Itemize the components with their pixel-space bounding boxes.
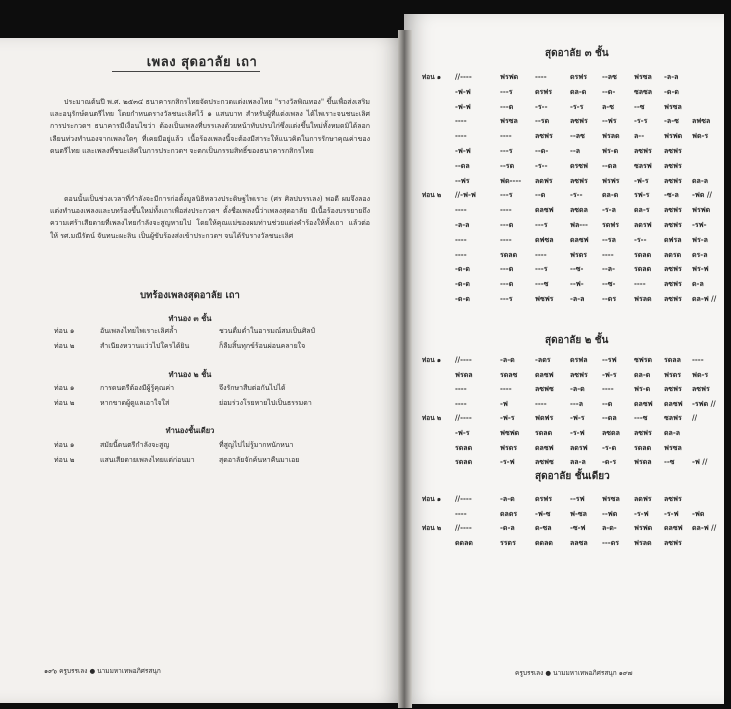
notation-cell: ลซฟซ (535, 457, 554, 467)
notation-cell: ---- (455, 508, 467, 518)
notation-cell: -ร-ฟ (634, 508, 649, 518)
notation-cell: ลซฟร (664, 264, 682, 274)
notation-cell: ดล-ล (692, 175, 709, 185)
notation-cell: รรดร (500, 537, 516, 547)
verse-second-half: จึงรักษาสืบต่อกันไปได้ (219, 384, 286, 392)
page-footer-left: ๑๙๖ ครูบรรเลง ● นามมหาเทพอภิศรสนุก (44, 667, 161, 675)
notation-cell: ลซฟร (570, 369, 588, 379)
notation-cell: ดลซฟ (664, 398, 683, 408)
notation-cell: ลดรฟ (570, 442, 588, 452)
section-label: ท่อน ๑ (422, 356, 442, 364)
verse-label: ท่อน ๑ (54, 384, 75, 392)
notation-cell: ---- (634, 279, 646, 289)
verse-line (54, 383, 384, 395)
notation-row (422, 116, 722, 129)
notation-row (422, 523, 722, 536)
notation-cell: -ร-- (570, 190, 583, 200)
notation-cell: ซฟรด (634, 355, 653, 364)
verse-label: ท่อน ๒ (54, 342, 75, 350)
notation-cell: -ร-ร (570, 101, 584, 111)
notation-cell: ฟรดร (664, 369, 682, 379)
notation-row (422, 428, 722, 441)
notation-row (422, 235, 722, 248)
notation-cell: ดลซฟ (664, 523, 683, 533)
notation-cell: ฟรฟด (664, 131, 683, 141)
notation-cell: ---- (500, 384, 512, 394)
notation-cell: -ฟ-ร (634, 175, 649, 185)
notation-cell: ---ด (500, 101, 514, 111)
notation-cell: ---- (602, 249, 614, 259)
notation-cell: ดฟรล (664, 234, 682, 244)
notation-cell: ดล-ด (634, 369, 651, 379)
notation-cell: ซลซล (634, 86, 653, 96)
notation-cell: ลฟซล (692, 116, 711, 126)
notation-cell: ดล-ร (634, 205, 650, 215)
notation-cell: --รฟ (602, 355, 617, 364)
notation-cell: ---ร (500, 86, 513, 96)
notation-cell: -ฟด (692, 508, 705, 518)
notation-cell: ---- (692, 355, 704, 364)
notation-cell: รดลด (634, 264, 652, 274)
notation-row (422, 220, 722, 233)
notation-cell: -ด-ร (602, 457, 617, 467)
notation-cell: ---- (455, 131, 467, 141)
notation-cell: //---- (455, 523, 472, 533)
notation-cell: ---ด (500, 264, 514, 274)
notation-cell: -ร-ล (602, 205, 616, 215)
notation-row (422, 146, 722, 159)
notation-cell: รดลด (634, 442, 652, 452)
notation-cell: -ล-ซ (664, 116, 679, 126)
notation-cell: ดล-ฟ // (692, 523, 717, 533)
verse-label: ท่อน ๑ (54, 441, 75, 449)
notation-cell: ---- (455, 249, 467, 259)
notation-cell: ดรซฟ (570, 160, 589, 170)
notation-cell: --รด (500, 160, 515, 170)
notation-cell: ฟซฟร (535, 294, 554, 303)
verse-first-half: หากขาดผู้ดูแลเอาใจใส่ (100, 399, 170, 407)
notation-cell: รดลล (664, 355, 681, 364)
notation-cell: ลซฟร (570, 175, 588, 185)
notation-cell: -รฟด // (692, 398, 716, 408)
notation-row (422, 250, 722, 263)
notation-cell: --รล (602, 234, 616, 244)
notation-cell: --ล (570, 146, 581, 155)
notation-cell: --ซ (634, 101, 645, 111)
notation-cell: -ด-ด (455, 264, 470, 274)
notation-cell: ดร-ล (692, 249, 708, 259)
section-title: ทำนองชั้นเดียว (165, 426, 215, 435)
notation-cell: ---- (535, 398, 547, 408)
verse-second-half: ย่อมร่วงโรยหายไปเป็นธรรมดา (219, 399, 312, 407)
notation-cell: -ร-- (535, 101, 548, 111)
notation-cell: ฟรซล (634, 72, 652, 81)
notation-cell: ---- (455, 234, 467, 244)
notation-cell: ฟรลด (634, 537, 652, 547)
notation-row (422, 264, 722, 277)
notation-cell: ---ด (500, 220, 514, 229)
verse-first-half: การดนตรีต้องมีผู้รู้คุณค่า (100, 384, 174, 392)
notation-row (422, 413, 722, 426)
notation-cell: ฟดฟร (535, 413, 554, 423)
notation-cell: -ล-ล (455, 220, 470, 229)
notation-cell: //---- (455, 494, 472, 503)
notation-cell: ลซฟร (664, 205, 682, 215)
paragraph-2: ตอนนั้นเป็นช่วงเวลาที่กำลังจะมีการก่อตั้งมูลนิธิหลวงประดิษฐไพเราะ (ศร ศิลปบรรเลง) พอดี ผมจึงลองแต่งทำนองเพลงและบทร้องขึ้นใหม่ทั้งเถาเพื่อส่งประกวดฯ ตั้งชื่อเพลงนี้ว่าเพลงสุดอาลัย มีเนื้อร้องบรรยายถึงความเศร้าเสียดายที่เพลงไทยกำลังจะสูญหายไป โดยให้คุณแม่ของผมท่านช่วยแต่งคำร้องให้ทั้งเถา แล้วต่อให้ รศ.มณีรัตน์ จันทนะผะลิน เป็นผู้ขับร้องส่งเข้าประกวดฯ จนได้รับรางวัลชนะเลิศ (50, 195, 370, 240)
notation-cell: -ซ-ล (664, 190, 679, 200)
section-label: ท่อน ๒ (422, 414, 442, 423)
notation-cell: รดลด (455, 442, 473, 452)
notation-cell: ดลซฟ (535, 442, 554, 452)
verse-line (54, 341, 384, 353)
notation-cell: ---ร (535, 220, 548, 229)
notation-cell: ลซฟร (570, 116, 588, 126)
notation-cell: ---ร (500, 294, 513, 303)
notation-cell: ดรฟล (570, 355, 588, 364)
notation-cell: ฟรดล (455, 369, 473, 379)
notation-cell: ลซฟร (664, 494, 682, 503)
notation-cell: ดล-ด (602, 190, 619, 200)
section-label: ท่อน ๑ (422, 73, 442, 81)
notation-cell: --ซ (664, 457, 675, 467)
notation-cell: ---ล (570, 398, 584, 408)
notation-cell: ---ร (535, 264, 548, 274)
notation-cell: ดลซฟ (535, 205, 554, 215)
notation-cell: ดดลด (455, 537, 473, 547)
notation-row (422, 494, 722, 507)
notation-cell: ดล-ฟ // (692, 294, 717, 303)
notation-cell: รดลด (500, 249, 518, 259)
notation-cell: ดดลด (535, 537, 553, 547)
notation-cell: -ฟ // (692, 457, 708, 467)
notation-row (422, 190, 722, 203)
notation-cell: --ลซ (602, 72, 617, 81)
notation-cell: ฟร-ด (602, 146, 619, 155)
notation-cell: ฟรซล (500, 116, 518, 126)
notation-cell: --ดล (602, 413, 617, 423)
notation-cell: ฟร-ฟ (692, 264, 709, 274)
notation-cell: -ฟ-ฟ (455, 101, 471, 111)
notation-cell: ดลซฟ (570, 234, 589, 244)
notation-cell: -ล-ด (500, 494, 515, 503)
notation-cell: ฟรฟด (500, 72, 519, 81)
notation-row (422, 176, 722, 189)
notation-cell: ลดรด (664, 249, 682, 259)
notation-cell: ฟรลด (602, 131, 620, 141)
notation-cell: ---- (455, 205, 467, 215)
verse-second-half: ที่สูญไปไม่รู้มากหนักหนา (219, 441, 294, 449)
notation-cell: -ร-ฟ (570, 428, 585, 437)
notation-cell: -ล-ล (570, 294, 585, 303)
verse-first-half: อันเพลงไทยไพเราะเลิศล้ำ (100, 327, 178, 335)
section-label: ท่อน ๒ (422, 524, 442, 533)
verse-first-half: สมัยนี้ดนตรีกำลังจะสูญ (100, 441, 170, 449)
notation-cell: --รฟ (570, 494, 585, 503)
notation-cell: --ดล (602, 160, 617, 170)
notation-cell: ฟรซล (602, 494, 620, 503)
notation-cell: //---- (455, 413, 472, 423)
verse-line (54, 326, 384, 338)
notation-cell: -ลดร (535, 355, 551, 364)
notation-cell: // (692, 413, 698, 423)
notation-cell: ---ร (500, 190, 513, 200)
notation-cell: --ดร (602, 294, 617, 303)
section-label: ท่อน ๑ (422, 495, 442, 503)
notation-cell: ฟรซล (664, 442, 682, 452)
notation-cell: ลล-ล (570, 457, 586, 467)
notation-cell: --ฟด (602, 508, 618, 518)
notation-cell: --ฟ- (570, 279, 584, 289)
notation-cell: -ด-ด (455, 294, 470, 303)
notation-cell: ลซฟร (535, 131, 553, 141)
notation-cell: ลซฟซ (535, 384, 554, 394)
notation-cell: ฟรดล (634, 457, 652, 467)
notation-cell: ---- (535, 72, 547, 81)
notation-cell: ดลซฟ (535, 369, 554, 379)
notation-cell: ดล-ล (664, 428, 681, 437)
notation-cell: ซลรฟ (634, 160, 652, 170)
notation-cell: ล-ซ (602, 101, 614, 111)
notation-cell: ซลฟร (664, 413, 682, 423)
notation-cell: -ด-ด (455, 279, 470, 289)
notation-row (422, 102, 722, 115)
notation-cell: //---- (455, 72, 472, 81)
notation-cell: --ฟร (455, 175, 470, 185)
notation-cell: รดลซ (500, 369, 518, 379)
notation-row (422, 443, 722, 456)
notation-cell: ลดฟร (535, 175, 553, 185)
notation-cell: ฟร-ด (634, 384, 651, 394)
verse-first-half: แสนเสียดายเพลงไทยแต่ก่อนมา (100, 456, 195, 464)
notation-cell: ดล-ด (570, 86, 587, 96)
verse-second-half: สุดอาลัยจักค้นหาคืนมาเอย (219, 456, 300, 464)
notation-cell: ลซดล (570, 205, 588, 215)
notation-cell: ลซฟร (664, 146, 682, 155)
notation-cell: -ล-ด (570, 384, 585, 394)
notation-cell: ---- (500, 234, 512, 244)
notation-cell: //-ฟ-ฟ (455, 190, 476, 200)
notation-cell: ล-- (634, 131, 645, 141)
notation-cell: --ด (602, 398, 613, 408)
notation-cell: -ด-ล (500, 523, 515, 533)
notation-cell: ฟร-ล (692, 234, 708, 244)
notation-row (422, 87, 722, 100)
notation-cell: ---- (455, 384, 467, 394)
notation-cell: ฟรฟด (692, 205, 711, 215)
notation-cell: --ซ- (570, 264, 584, 274)
notation-cell: ดลดร (500, 508, 518, 518)
notation-cell: รดลด (455, 457, 473, 467)
notation-cell: ลซฟร (664, 220, 682, 229)
notation-cell: ---- (500, 131, 512, 141)
notation-cell: ---ซ (634, 413, 648, 423)
notation-cell: ดรฟร (535, 494, 553, 503)
notation-heading: สุดอาลัย ชั้นเดียว (535, 471, 610, 482)
notation-cell: --ล- (602, 264, 616, 274)
verse-label: ท่อน ๒ (54, 456, 75, 464)
verse-first-half: สำเนียงหวานแว่วไปใครได้ยิน (100, 342, 190, 350)
notation-cell: ลดรฟ (634, 220, 652, 229)
notation-row (422, 370, 722, 383)
notation-cell: ดลซฟ (634, 398, 653, 408)
notation-cell: ฟรดร (500, 442, 518, 452)
notation-row (422, 399, 722, 412)
notation-cell: -ฟ (500, 398, 508, 408)
notation-cell: --ด- (602, 86, 616, 96)
notation-cell: --ลซ (570, 131, 585, 141)
notation-cell: ฟรฟด (634, 523, 653, 533)
notation-cell: -ฟด // (692, 190, 712, 200)
notation-cell: -ฟ-ซ (535, 508, 551, 518)
notation-row (422, 279, 722, 292)
notation-row (422, 294, 722, 307)
notation-cell: ลลซล (570, 537, 588, 547)
notation-cell: -ล-ล (664, 72, 679, 81)
notation-cell: ลซฟร (664, 160, 682, 170)
notation-cell: ---- (455, 116, 467, 126)
notation-cell: ลซฟร (634, 428, 652, 437)
notation-cell: ด-ล (692, 279, 704, 289)
notation-cell: ลซฟร (664, 384, 682, 394)
notation-cell: ---ด (500, 279, 514, 289)
notation-cell: -รฟ- (692, 220, 707, 229)
notation-row (422, 355, 722, 368)
notation-cell: -ร-ด (602, 442, 617, 452)
notation-cell: ---- (602, 384, 614, 394)
notation-cell: ลซฟร (664, 537, 682, 547)
notation-cell: -ฟ-ร (455, 428, 470, 437)
notation-cell: -ร-- (535, 160, 548, 170)
notation-heading: สุดอาลัย ๓ ชั้น (545, 48, 609, 59)
notation-cell: ฟรฟร (602, 175, 620, 185)
notation-cell: -ร-ฟ (664, 508, 679, 518)
notation-cell: -ร-ฟ (500, 457, 515, 467)
notation-cell: ---ซ (535, 279, 549, 289)
verse-line (54, 398, 384, 410)
page-footer-right: ครูบรรเลง ● นามมหาเทพอภิศรสนุก ๑๙๗ (515, 669, 633, 677)
notation-row (422, 72, 722, 85)
verse-label: ท่อน ๑ (54, 327, 75, 335)
notation-cell: --ซ- (602, 279, 616, 289)
notation-cell: -ซ-ฟ (570, 523, 586, 533)
notation-cell: --ดล (455, 160, 470, 170)
notation-cell: -ด-ด (664, 86, 679, 96)
notation-cell: รฟ-ร (634, 190, 650, 200)
section-title: ทำนอง ๒ ชั้น (168, 370, 212, 379)
notation-row (422, 205, 722, 218)
notation-cell: รดลด (634, 249, 652, 259)
notation-row (422, 384, 722, 397)
notation-heading: สุดอาลัย ๒ ชั้น (545, 335, 609, 346)
notation-cell: -ฟ-ฟ (455, 146, 471, 155)
notation-cell: ลซฟร (692, 384, 710, 394)
notation-row (422, 161, 722, 174)
notation-cell: ลซฟร (664, 279, 682, 289)
notation-cell: รดลด (535, 428, 553, 437)
notation-cell: --รด (535, 116, 550, 126)
section-title: ทำนอง ๓ ชั้น (168, 314, 212, 323)
notation-cell: ล-ด- (602, 523, 617, 533)
verse-line (54, 440, 384, 452)
title-underline (112, 71, 260, 72)
notation-cell: ดฟซล (535, 234, 554, 244)
notation-cell: ลซฟร (664, 175, 682, 185)
notation-row (422, 509, 722, 522)
notation-cell: ---- (500, 205, 512, 215)
notation-cell: ฟล--- (570, 220, 588, 229)
notation-cell: ด-ซล (535, 523, 552, 533)
notation-cell: -ร-- (634, 234, 647, 244)
notation-cell: ลซฟร (664, 294, 682, 303)
notation-cell: ฟด---- (500, 175, 522, 185)
notation-cell: //---- (455, 355, 472, 364)
notation-cell: ลดฟร (634, 494, 652, 503)
notation-cell: ดรฟร (535, 86, 553, 96)
notation-cell: ดรฟร (570, 72, 588, 81)
notation-cell: -ฟ-ร (500, 413, 515, 423)
verse-second-half: ก็ลืมสิ้นทุกข์ร้อนผ่อนคลายใจ (219, 342, 306, 350)
notation-cell: ---ดร (602, 537, 620, 547)
notation-cell: ---- (455, 398, 467, 408)
lyrics-title: บทร้องเพลงสุดอาลัย เถา (140, 290, 240, 301)
notation-cell: ฟรดร (570, 249, 588, 259)
notation-cell: -ร-ร (634, 116, 648, 126)
notation-row (422, 131, 722, 144)
notation-cell: ฟซฟด (500, 428, 520, 437)
notation-cell: ฟด-ร (692, 131, 709, 141)
notation-cell: -ฟ-ฟ (455, 86, 471, 96)
notation-cell: --ฟร (602, 116, 617, 126)
notation-cell: ลซฟร (634, 146, 652, 155)
notation-cell: ฟรซล (664, 101, 682, 111)
verse-line (54, 455, 384, 467)
section-label: ท่อน ๒ (422, 191, 442, 200)
notation-cell: --ด (535, 190, 546, 200)
page-title: เพลง สุดอาลัย เถา (146, 55, 258, 70)
notation-cell: -ฟ-ร (602, 369, 617, 379)
paragraph-1: ประมาณต้นปี พ.ศ. ๒๕๓๔ ธนาคารกสิกรไทยจัดประกวดแต่งเพลงไทย "รางวัลพิณทอง" ขึ้นเพื่อส่งเสริมและอนุรักษ์ดนตรีไทย โดยกำหนดรางวัลชนะเลิศไว้ ๑ แสนบาท สำหรับผู้ที่แต่งเพลง ได้ไพเราะจนชนะเลิศการประกวดฯ ธนาคารมีเงื่อนไขว่า ต้องเป็นเพลงที่บรรเลงด้วยหน้าทับปรบไก่ซึ่งแต่งขึ้นใหม่ทั้งหมดมิได้ลอกเลียนท่วงทำนองจากเพลงใดๆ ที่เคยมีอยู่แล้ว เนื้อร้องเพลงนี้จะต้องมีสาระให้แนวคิดในการรักษาคุณค่าของดนตรีไทย และเพลงที่ชนะเลิศในการประกวดฯ จะตกเป็นกรรมสิทธิ์ของธนาคารกสิกรไทย (50, 98, 370, 155)
notation-cell: ลซดล (602, 428, 620, 437)
notation-cell: ฟ-ซล (570, 508, 587, 518)
notation-cell: ---- (535, 249, 547, 259)
notation-cell: ---ร (500, 146, 513, 155)
book-gutter (398, 30, 412, 708)
notation-cell: รดฟร (602, 220, 620, 229)
notation-cell: ฟรลด (634, 294, 652, 303)
notation-cell: -ล-ด (500, 355, 515, 364)
notation-row (422, 538, 722, 551)
notation-cell: ฟด-ร (692, 369, 709, 379)
verse-label: ท่อน ๒ (54, 399, 75, 407)
verse-second-half: ชวนดื่มด่ำในอารมณ์สมเป็นศิลป์ (219, 327, 315, 335)
notation-cell: --ด- (535, 146, 549, 155)
notation-cell: -ฟ-ร (570, 413, 585, 423)
